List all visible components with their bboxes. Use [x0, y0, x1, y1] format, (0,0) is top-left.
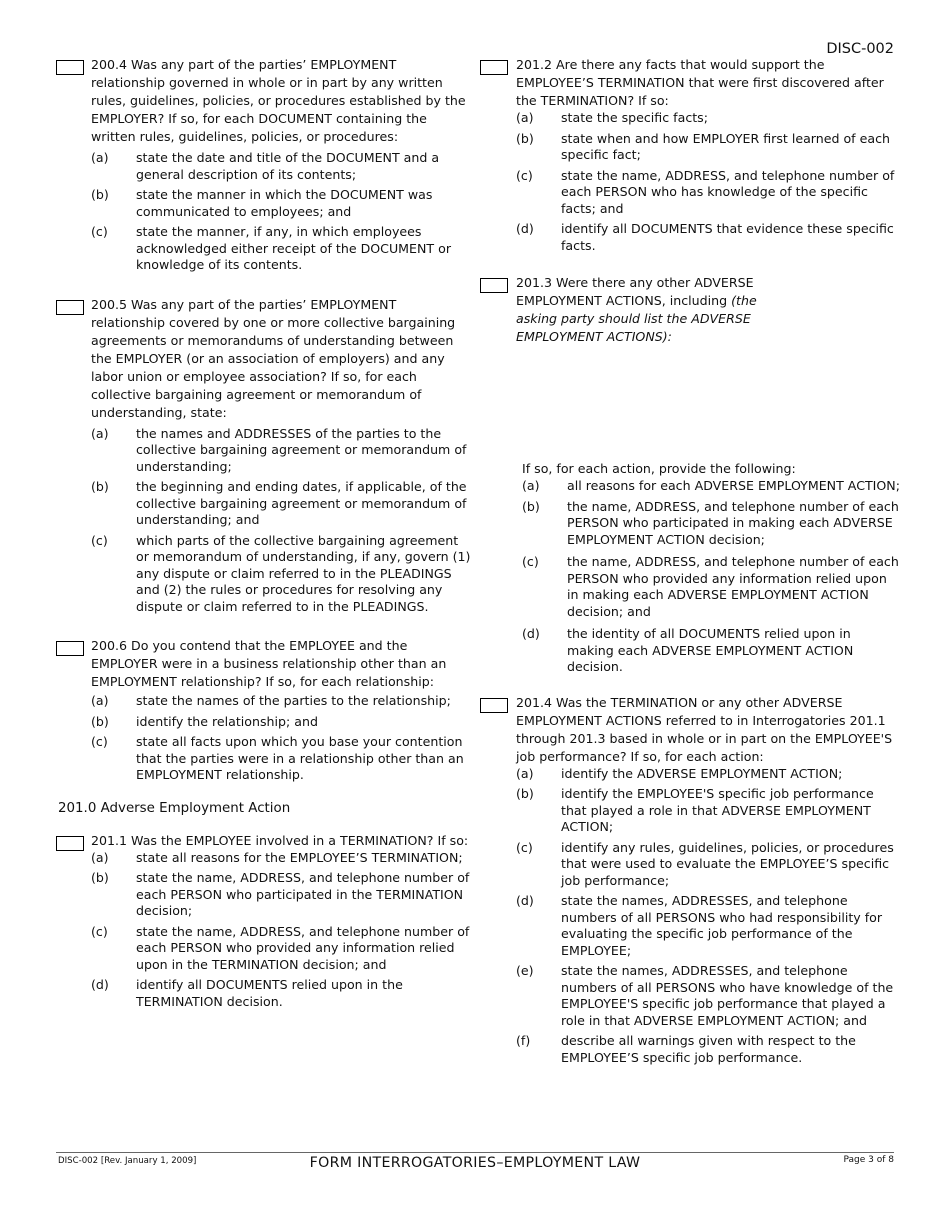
item-label: (b): [522, 498, 540, 514]
checkbox-201-2[interactable]: [480, 60, 508, 75]
form-id: DISC-002: [826, 41, 894, 57]
page-number: Page 3 of 8: [843, 1155, 894, 1165]
item-label: (a): [91, 425, 109, 441]
item-text: identify the ADVERSE EMPLOYMENT ACTION;: [561, 765, 843, 781]
item-text: describe all warnings given with respect to the EMPLOYEE’S specific job performance.: [561, 1033, 856, 1065]
item-text: identify all DOCUMENTS that evidence these specific facts.: [561, 221, 894, 253]
item-text: the names and ADDRESSES of the parties to the collective bargaining agreement or memorandum of understanding;: [136, 425, 467, 474]
question-200-5: [56, 296, 471, 616]
list-item: [91, 533, 471, 616]
item-label: (b): [516, 786, 534, 801]
list-item: [91, 187, 471, 220]
subitem-list: [91, 693, 471, 784]
item-text: state the specific facts;: [561, 110, 708, 125]
item-text: identify any rules, guidelines, policies, or procedures that were used to evaluate the EMPLOYEE’S specific job performance;: [561, 839, 894, 888]
right-column: [480, 56, 900, 1070]
item-label: (b): [91, 479, 109, 494]
list-item: [516, 963, 900, 1029]
item-text: the name, ADDRESS, and telephone number of each PERSON who participated in making each ADVERSE EMPLOYMENT ACTION decision;: [567, 498, 899, 547]
list-item: [516, 840, 900, 890]
checkbox-200-6[interactable]: [56, 641, 84, 656]
item-label: (c): [91, 734, 108, 749]
subitem-list: [91, 850, 471, 1011]
subitem-list: [516, 110, 900, 254]
item-text: state the names of the parties to the relationship;: [136, 693, 451, 708]
list-item: [91, 479, 471, 529]
list-item: [522, 499, 900, 549]
list-item: [522, 478, 900, 495]
item-label: (c): [516, 839, 533, 855]
item-text: all reasons for each ADVERSE EMPLOYMENT ACTION;: [567, 478, 900, 493]
list-item: [516, 221, 900, 254]
list-item: [522, 626, 900, 676]
question-text: 201.1 Was the EMPLOYEE involved in a TERMINATION? If so:: [91, 832, 469, 848]
question-text: 200.5 Was any part of the parties’ EMPLOYMENT relationship covered by one or more collective bargaining agreements or memorandums of understanding between the EMPLOYER (or an association of employers) and any labor union or employee association? If so, for each collective bargaining agreement or memorandum of understanding, state:: [91, 296, 456, 420]
list-item: [91, 693, 471, 710]
item-label: (c): [516, 167, 533, 183]
subitem-list: [516, 766, 900, 1067]
item-text: state the names, ADDRESSES, and telephone numbers of all PERSONS who have knowledge of the EMPLOYEE'S specific job performance that played a role in that ADVERSE EMPLOYMENT ACTION; and: [561, 963, 894, 1028]
item-label: (b): [91, 713, 109, 729]
item-text: the name, ADDRESS, and telephone number of each PERSON who provided any information relied upon in making each ADVERSE EMPLOYMENT ACTION decision; and: [567, 554, 899, 619]
checkbox-200-5[interactable]: [56, 300, 84, 315]
list-item: [516, 1033, 900, 1066]
question-201-4: [480, 694, 900, 1067]
list-item: [91, 924, 471, 974]
item-label: (a): [91, 693, 109, 708]
item-label: (b): [91, 870, 109, 885]
item-text: the beginning and ending dates, if applicable, of the collective bargaining agreement or memorandum of understanding; and: [136, 479, 467, 527]
question-200-4: [56, 56, 471, 274]
list-item: [516, 131, 900, 164]
item-label: (f): [516, 1033, 531, 1048]
question-200-6: [56, 637, 471, 784]
question-instruction: (the asking party should list the ADVERSE EMPLOYMENT ACTIONS):: [516, 293, 757, 344]
item-text: state the date and title of the DOCUMENT and a general description of its contents;: [136, 150, 440, 182]
item-label: (a): [516, 110, 534, 125]
item-text: state the manner in which the DOCUMENT was communicated to employees; and: [136, 187, 433, 219]
question-201-3: [480, 274, 900, 676]
subitem-list: [91, 150, 471, 274]
question-text: 201.2 Are there any facts that would support the EMPLOYEE’S TERMINATION that were first discovered after the TERMINATION? If so:: [516, 57, 884, 108]
list-item: [91, 850, 471, 867]
subitem-list: [522, 478, 900, 676]
subitem-list: [91, 426, 471, 616]
item-text: state the manner, if any, in which employees acknowledged either receipt of the DOCUMENT or knowledge of its contents.: [136, 224, 452, 272]
question-text: [516, 274, 786, 346]
item-text: state all reasons for the EMPLOYEE’S TERMINATION;: [136, 849, 463, 865]
question-201-2: [480, 56, 900, 254]
footer-divider: [56, 1152, 894, 1153]
question-text: 200.6 Do you contend that the EMPLOYEE and the EMPLOYER were in a business relationship other than an EMPLOYMENT relationship? If so, for each relationship:: [91, 638, 447, 689]
question-201-1: [56, 832, 471, 1011]
item-text: state the name, ADDRESS, and telephone number of each PERSON who has knowledge of the specific facts; and: [561, 167, 895, 216]
form-title: FORM INTERROGATORIES–EMPLOYMENT LAW: [309, 1155, 641, 1171]
item-label: (a): [91, 150, 109, 165]
question-text: 200.4 Was any part of the parties’ EMPLOYMENT relationship governed in whole or in part by any written rules, guidelines, policies, or procedures established by the EMPLOYER? If so, for each DOCUMENT containing the written rules, guidelines, policies, or procedures:: [91, 57, 466, 144]
item-label: (a): [516, 765, 534, 781]
list-item: [516, 893, 900, 959]
item-label: (d): [91, 977, 109, 992]
list-item: [516, 110, 900, 127]
item-text: state the name, ADDRESS, and telephone number of each PERSON who provided any information relied upon in the TERMINATION decision; and: [136, 923, 470, 972]
item-label: (c): [522, 554, 539, 569]
list-item: [516, 786, 900, 836]
item-text: state the names, ADDRESSES, and telephone numbers of all PERSONS who had responsibility for evaluating the specific job performance of the EMPLOYEE;: [561, 893, 883, 958]
item-text: the identity of all DOCUMENTS relied upon in making each ADVERSE EMPLOYMENT ACTION decision.: [567, 626, 854, 674]
item-label: (b): [91, 187, 109, 202]
item-text: state the name, ADDRESS, and telephone number of each PERSON who participated in the TERMINATION decision;: [136, 870, 470, 918]
checkbox-201-4[interactable]: [480, 698, 508, 713]
item-label: (c): [91, 923, 108, 939]
question-body: 201.3 Were there any other ADVERSE EMPLOYMENT ACTIONS, including: [516, 275, 754, 308]
list-item: [91, 714, 471, 731]
list-item: [516, 766, 900, 783]
item-text: identify the relationship; and: [136, 713, 318, 729]
list-item: [91, 734, 471, 784]
checkbox-201-3[interactable]: [480, 278, 508, 293]
left-column: [56, 56, 471, 1014]
list-item: [91, 977, 471, 1010]
revision-note: DISC-002 [Rev. January 1, 2009]: [58, 1156, 197, 1166]
item-label: (e): [516, 963, 534, 978]
item-label: (d): [516, 893, 534, 908]
list-item: [91, 870, 471, 920]
item-label: (a): [522, 478, 540, 493]
item-text: state all facts upon which you base your contention that the parties were in a relationship other than an EMPLOYMENT relationship.: [136, 734, 464, 782]
item-label: (a): [91, 849, 109, 865]
item-text: state when and how EMPLOYER first learned of each specific fact;: [561, 130, 890, 162]
checkbox-201-1[interactable]: [56, 836, 84, 851]
item-label: (d): [522, 626, 540, 641]
answer-space: [480, 346, 900, 460]
followup-text: If so, for each action, provide the following:: [522, 461, 796, 476]
checkbox-200-4[interactable]: [56, 60, 84, 75]
item-label: (d): [516, 221, 534, 236]
list-item: [91, 426, 471, 476]
list-item: [516, 168, 900, 218]
section-heading: 201.0 Adverse Employment Action: [58, 800, 291, 816]
item-label: (b): [516, 130, 534, 146]
list-item: [522, 554, 900, 620]
question-text: 201.4 Was the TERMINATION or any other ADVERSE EMPLOYMENT ACTIONS referred to in Interrogatories 201.1 through 201.3 based in whole or in part on the EMPLOYEE'S job performance? If so, for each action:: [516, 694, 893, 764]
list-item: [91, 224, 471, 274]
list-item: [91, 150, 471, 183]
item-text: identify all DOCUMENTS relied upon in the TERMINATION decision.: [136, 977, 403, 1009]
item-text: which parts of the collective bargaining agreement or memorandum of understanding, if any, govern (1) any dispute or claim referred to in the PLEADINGS and (2) the rules or procedures for resolving any dispute or claim referred to in the PLEADINGS.: [136, 532, 471, 614]
item-label: (c): [91, 224, 108, 239]
item-label: (c): [91, 532, 108, 548]
item-text: identify the EMPLOYEE'S specific job performance that played a role in that ADVERSE EMPLOYMENT ACTION;: [561, 786, 874, 834]
